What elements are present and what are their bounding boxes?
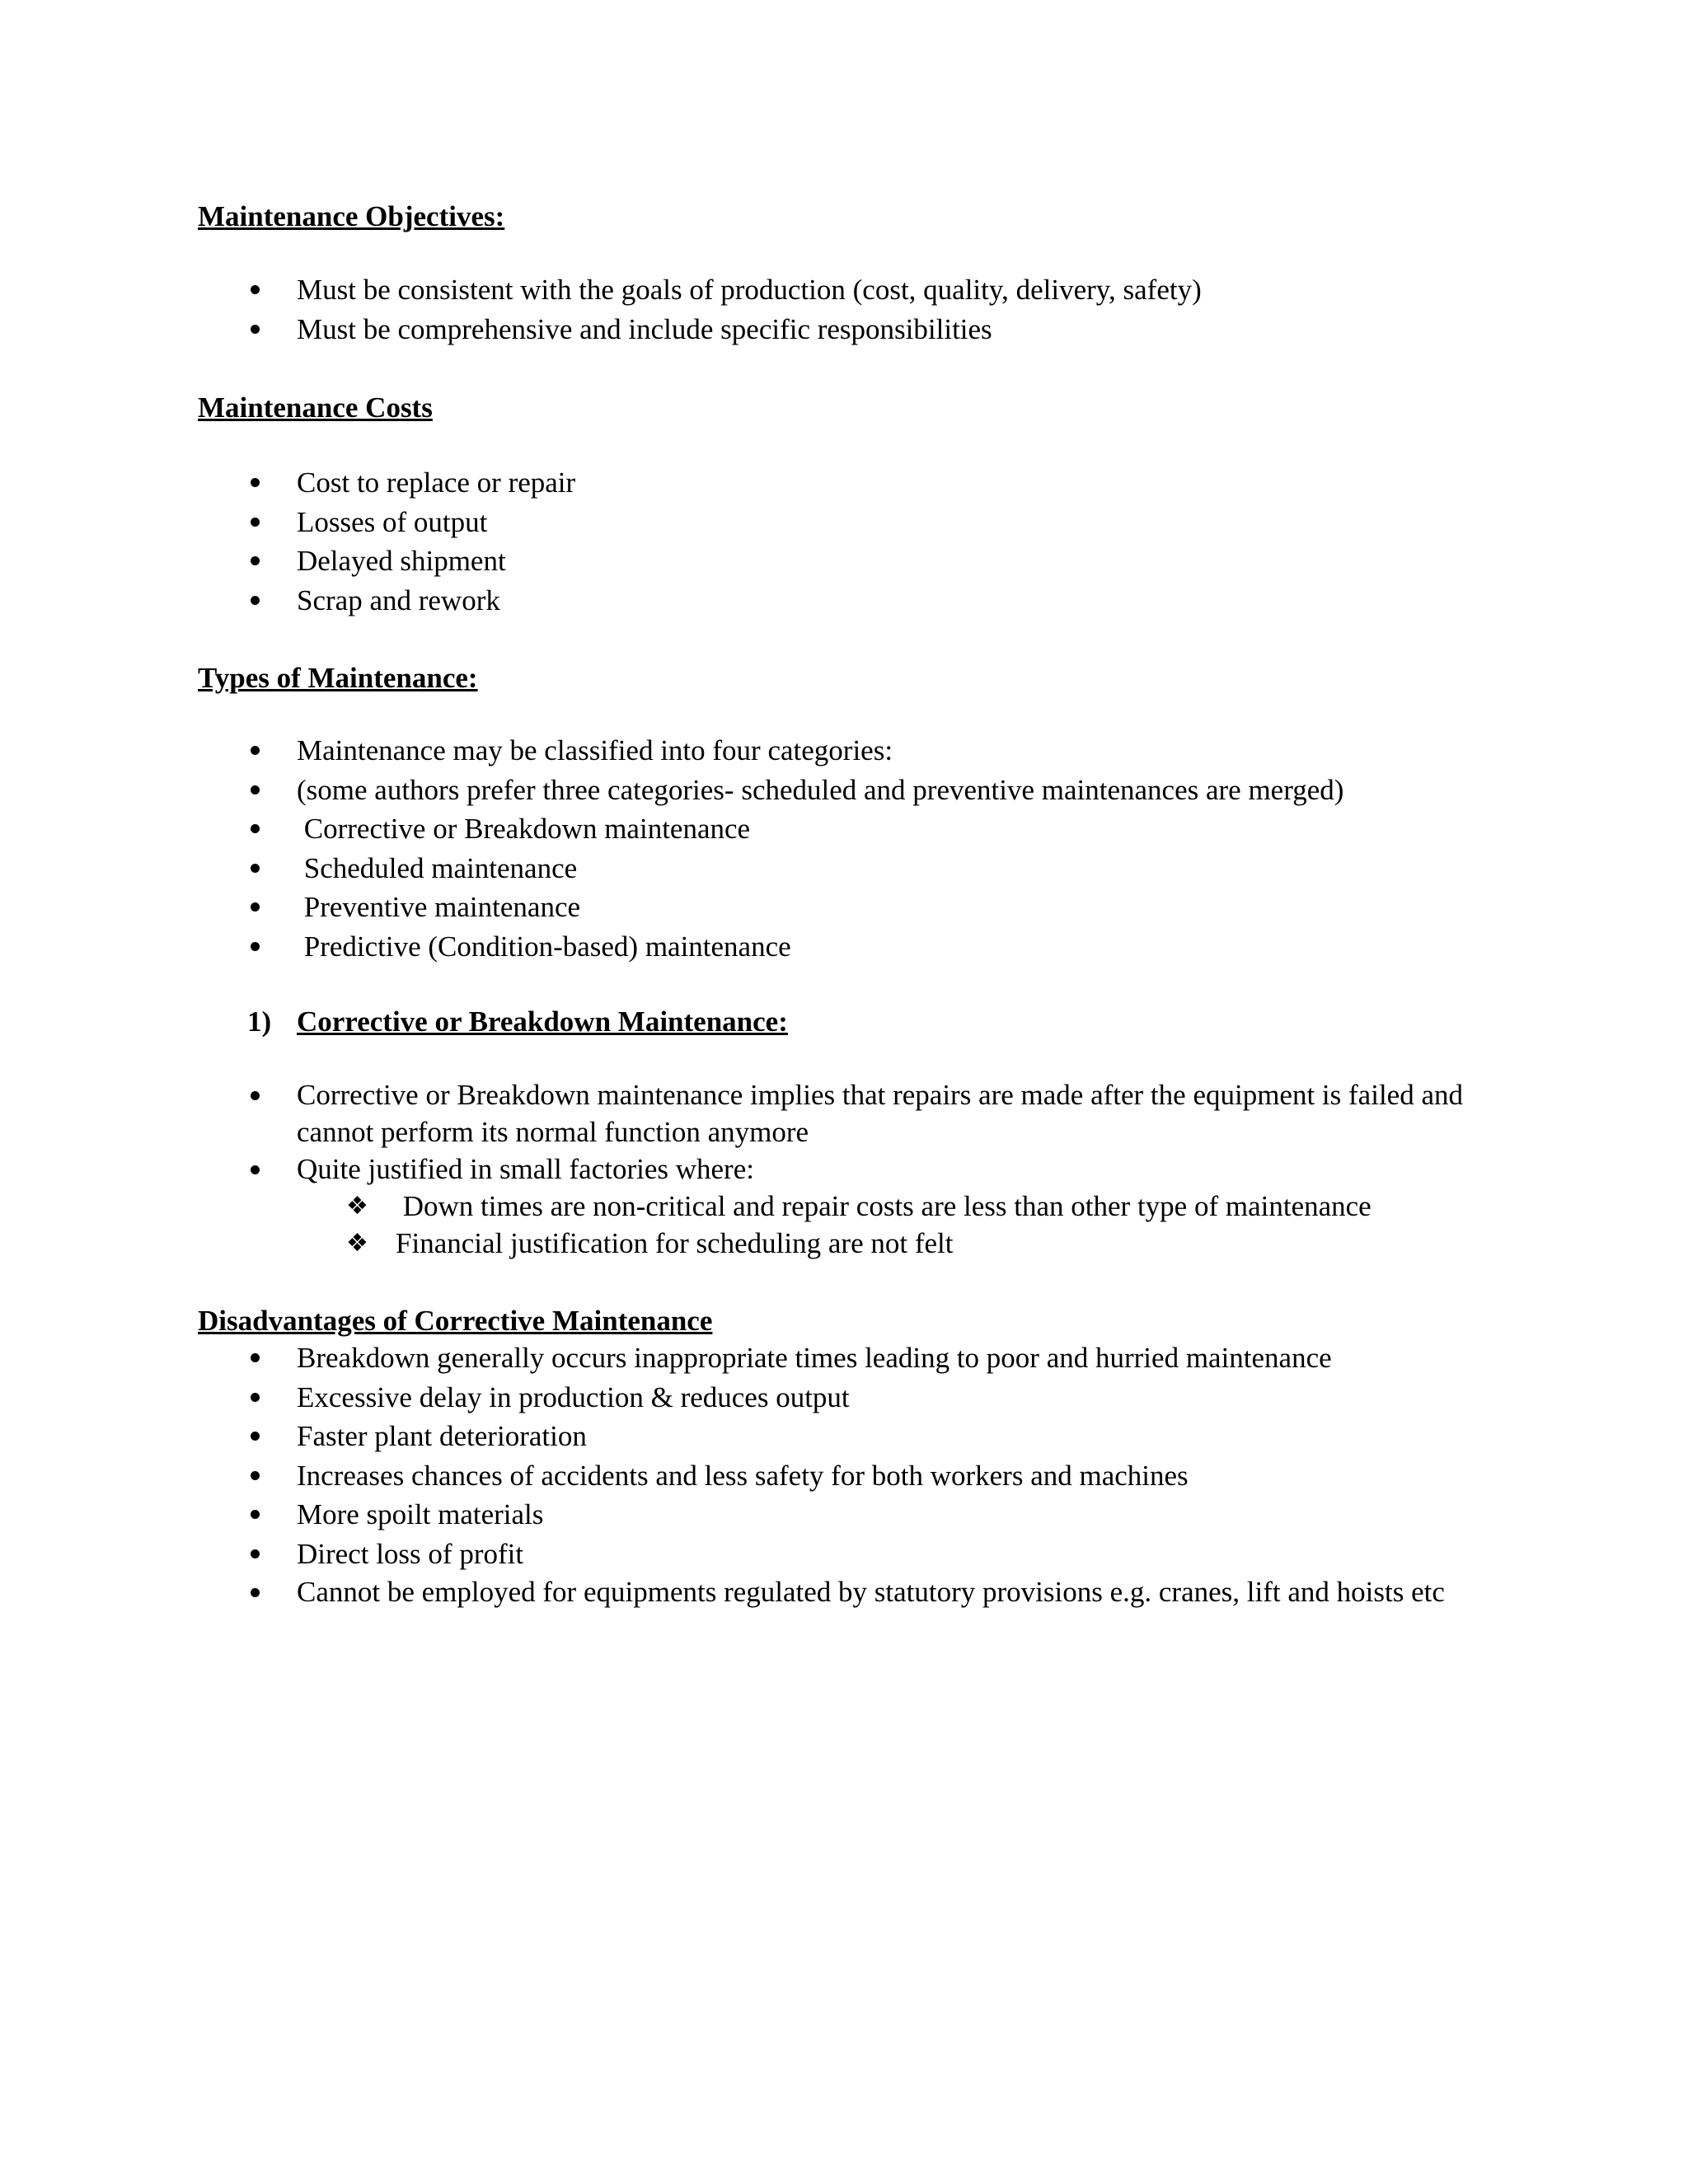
list-item: Preventive maintenance xyxy=(247,888,1343,927)
heading-disadvantages: Disadvantages of Corrective Maintenance xyxy=(198,1305,713,1337)
bullet-dot-icon xyxy=(251,285,260,294)
bullet-dot-icon xyxy=(251,1588,260,1597)
list-item: Cannot be employed for equipments regulated by statutory provisions e.g. cranes, lift and hoists etc xyxy=(247,1573,1517,1610)
types-list xyxy=(247,731,1343,966)
bullet-dot-icon xyxy=(251,1353,260,1362)
costs-list xyxy=(247,463,575,620)
list-item: (some authors prefer three categories- scheduled and preventive maintenances are merged) xyxy=(247,771,1343,810)
bullet-dot-icon xyxy=(251,824,260,833)
list-item: Faster plant deterioration xyxy=(247,1417,1517,1456)
heading-corrective-maintenance xyxy=(247,1005,788,1038)
list-item: Must be comprehensive and include specific responsibilities xyxy=(247,310,1202,349)
bullet-dot-icon xyxy=(251,1549,260,1558)
heading-types-of-maintenance: Types of Maintenance: xyxy=(198,662,478,694)
bullet-dot-icon xyxy=(251,1091,260,1100)
corrective-list xyxy=(247,1076,1517,1188)
section-title: Corrective or Breakdown Maintenance: xyxy=(297,1005,788,1038)
bullet-dot-icon xyxy=(251,942,260,951)
disadvantages-list xyxy=(247,1338,1517,1610)
bullet-dot-icon xyxy=(251,902,260,912)
bullet-dot-icon xyxy=(251,556,260,565)
list-item: Losses of output xyxy=(247,503,575,542)
bullet-dot-icon xyxy=(251,1471,260,1480)
bullet-dot-icon xyxy=(251,1510,260,1519)
list-item: Excessive delay in production & reduces output xyxy=(247,1378,1517,1418)
four-diamond-icon: ❖ xyxy=(346,1229,368,1258)
list-item: Cost to replace or repair xyxy=(247,463,575,503)
list-item: Maintenance may be classified into four categories: xyxy=(247,731,1343,771)
section-number: 1) xyxy=(247,1005,272,1038)
list-item: ❖ Down times are non-critical and repair costs are less than other type of maintenance xyxy=(346,1188,1372,1225)
objectives-list xyxy=(247,270,1202,349)
list-item: ❖ Financial justification for scheduling are not felt xyxy=(346,1225,1372,1262)
bullet-dot-icon xyxy=(251,864,260,873)
list-item: Breakdown generally occurs inappropriate times leading to poor and hurried maintenance xyxy=(247,1338,1517,1378)
list-item: Must be consistent with the goals of production (cost, quality, delivery, safety) xyxy=(247,270,1202,310)
list-item: Increases chances of accidents and less safety for both workers and machines xyxy=(247,1456,1517,1496)
list-item: Predictive (Condition-based) maintenance xyxy=(247,927,1343,967)
list-item: Scrap and rework xyxy=(247,581,575,621)
bullet-dot-icon xyxy=(251,325,260,334)
heading-maintenance-costs: Maintenance Costs xyxy=(198,391,433,424)
bullet-dot-icon xyxy=(251,746,260,755)
list-item: More spoilt materials xyxy=(247,1495,1517,1535)
bullet-dot-icon xyxy=(251,1393,260,1402)
list-item: Corrective or Breakdown maintenance implies that repairs are made after the equipment is failed and cannot perform its normal function anymore xyxy=(247,1076,1517,1151)
list-item: Corrective or Breakdown maintenance xyxy=(247,809,1343,849)
four-diamond-icon: ❖ xyxy=(346,1192,368,1221)
bullet-dot-icon xyxy=(251,785,260,794)
heading-maintenance-objectives: Maintenance Objectives: xyxy=(198,200,505,232)
list-item: Direct loss of profit xyxy=(247,1535,1517,1574)
corrective-sublist xyxy=(346,1188,1372,1262)
list-item: Quite justified in small factories where: xyxy=(247,1151,1517,1188)
bullet-dot-icon xyxy=(251,1432,260,1441)
bullet-dot-icon xyxy=(251,1165,260,1174)
bullet-dot-icon xyxy=(251,518,260,527)
bullet-dot-icon xyxy=(251,596,260,605)
bullet-dot-icon xyxy=(251,478,260,487)
list-item: Delayed shipment xyxy=(247,541,575,581)
list-item: Scheduled maintenance xyxy=(247,849,1343,888)
